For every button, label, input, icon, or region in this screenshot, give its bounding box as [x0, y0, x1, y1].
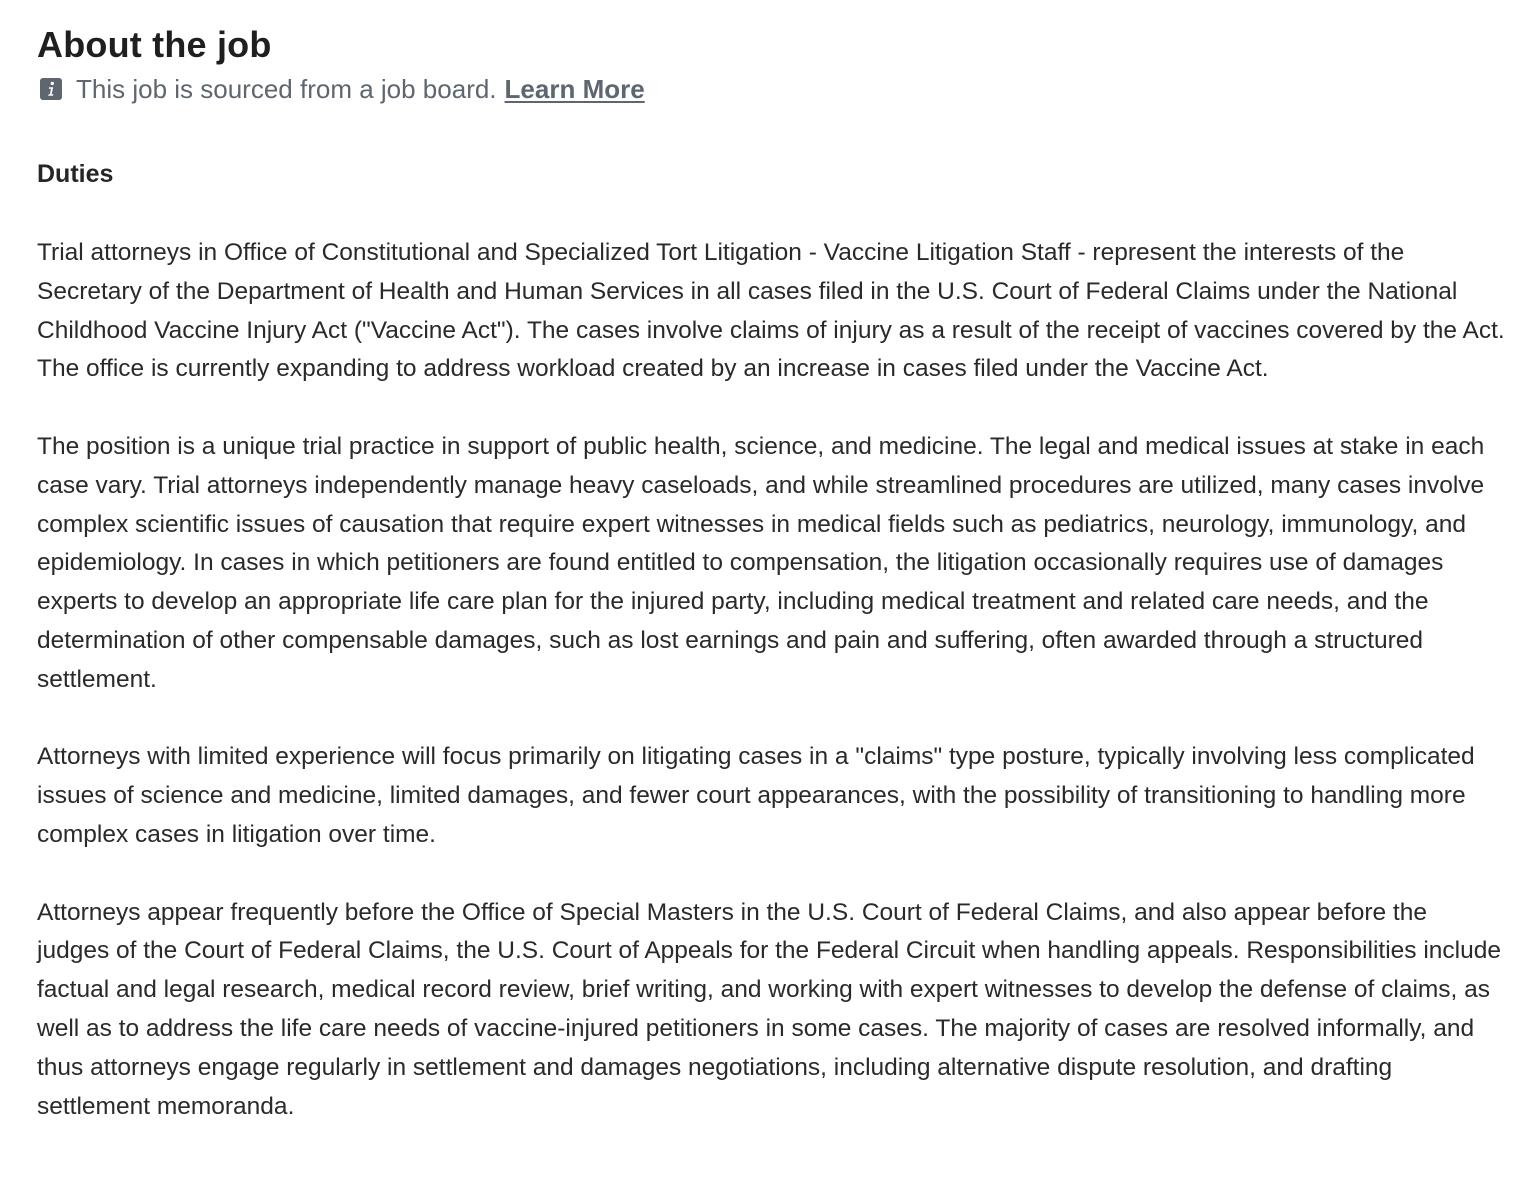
section-title: About the job — [37, 24, 272, 65]
job-source-text: This job is sourced from a job board. — [76, 73, 497, 104]
description-paragraph: The position is a unique trial practice in support of public health, science, and medicine. The legal and medical issues at stake in each case vary. Trial attorneys independently manage heavy caseloads, and while streamlined procedures are utilized, many cases involve complex scientific issues of causation that require expert witnesses in medical fields such as pediatrics, neurology, immunology, and epidemiology. In cases in which petitioners are found entitled to compensation, the litigation occasionally requires use of damages experts to develop an appropriate life care plan for the injured party, including medical treatment and related care needs, and the determination of other compensable damages, such as lost earnings and pain and suffering, often awarded through a structured settlement. — [37, 432, 1485, 693]
description-paragraph: Trial attorneys in Office of Constitutional and Specialized Tort Litigation - Vaccine Litigation Staff - represent the interests of the Secretary of the Department of Health and Human Services in all cases filed in the U.S. Court of Federal Claims under the National Childhood Vaccine Injury Act ("Vaccine Act"). The cases involve claims of injury as a result of the receipt of vaccines covered by the Act. The office is currently expanding to address workload created by an increase in cases filed under the Vaccine Act. — [37, 239, 1505, 383]
description-paragraph: Attorneys appear frequently before the Office of Special Masters in the U.S. Court of Federal Claims, and also appear before the judges of the Court of Federal Claims, the U.S. Court of Appeals for the Federal Circuit when handling appeals. Responsibilities include factual and legal research, medical record review, brief writing, and working with expert witnesses to develop the defense of claims, as well as to address the life care needs of vaccine-injured petitioners in some cases. The majority of cases are resolved informally, and thus attorneys engage regularly in settlement and damages negotiations, including alternative dispute resolution, and drafting settlement memoranda. — [37, 898, 1501, 1120]
info-icon — [40, 78, 62, 100]
about-the-job-section — [37, 22, 1505, 1126]
duties-heading: Duties — [37, 160, 114, 188]
description-paragraph: Attorneys with limited experience will focus primarily on litigating cases in a "claims" type posture, typically involving less complicated issues of science and medicine, limited damages, and fewer court appearances, with the possibility of transitioning to handling more complex cases in litigation over time. — [37, 743, 1475, 848]
job-source-note — [37, 69, 1505, 109]
learn-more-link[interactable]: Learn More — [504, 73, 645, 104]
